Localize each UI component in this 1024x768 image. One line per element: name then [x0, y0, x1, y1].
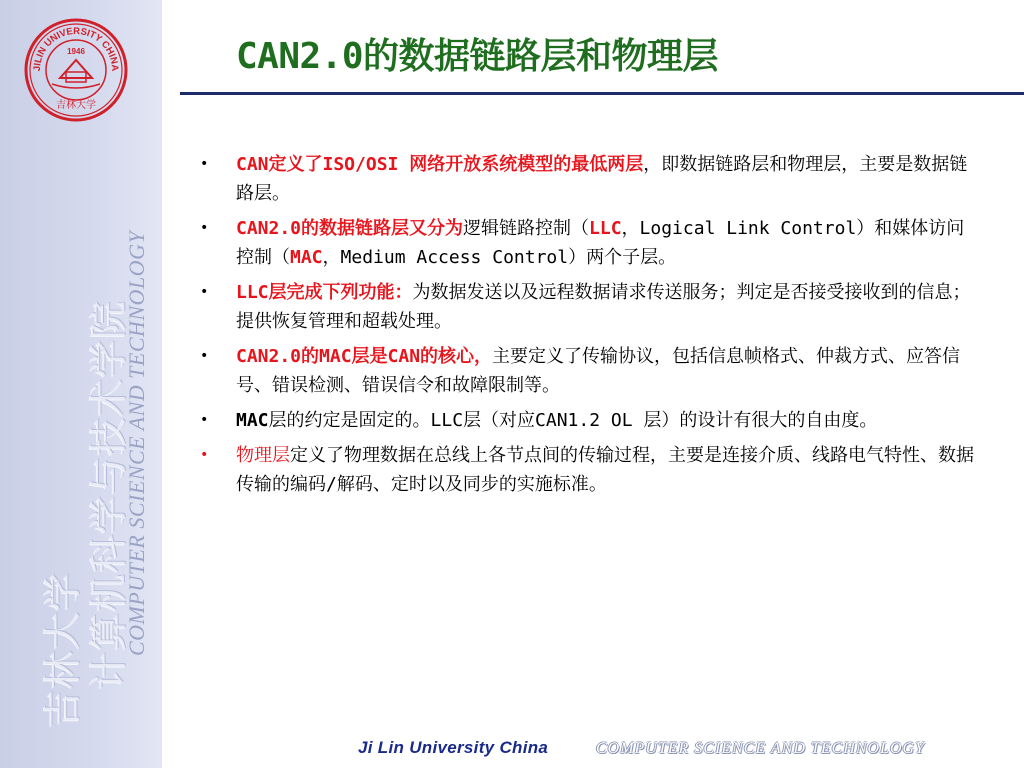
bullet-item	[198, 214, 978, 272]
bullet-emphasis: CAN定义了ISO/OSI 网络开放系统模型的最低两层	[236, 154, 644, 175]
bullet-term-mac: MAC	[290, 247, 323, 268]
sidebar-watermark	[0, 0, 162, 768]
sidebar-vertical-english: COMPUTER SCIENCE AND TECHNOLOGY	[124, 230, 149, 656]
bullet-dot-icon: •	[200, 447, 209, 463]
bullet-text: 为数据发送以及远程数据请求传送服务；判定是否接受接收到的信息；提供恢复管理和超载处理。	[236, 282, 971, 332]
bullet-dot-icon: •	[200, 156, 209, 172]
bullet-text: ，Medium Access Control）两个子层。	[322, 247, 677, 268]
bullet-item	[198, 406, 978, 435]
bullet-emphasis: LLC层完成下列功能：	[236, 282, 413, 303]
bullet-item	[198, 278, 978, 336]
bullet-dot-icon: •	[200, 348, 209, 364]
logo-calligraphy: 吉林大学	[56, 100, 96, 111]
slide-title: CAN2.0的数据链路层和物理层	[236, 36, 719, 77]
bullet-dot-icon: •	[200, 412, 209, 428]
bullet-item	[198, 441, 978, 499]
bullet-dot-icon: •	[200, 284, 209, 300]
bullet-emphasis: CAN2.0的数据链路层又分为	[236, 218, 464, 239]
bullet-dot-icon: •	[200, 220, 209, 236]
sidebar-vertical-college: 计算机科学与技术学院	[87, 299, 131, 690]
bullet-item	[198, 150, 978, 208]
bullet-emphasis: MAC	[236, 410, 269, 431]
sidebar-vertical-university: 吉林大学	[41, 571, 85, 728]
bullet-emphasis: 物理层	[236, 445, 290, 466]
footer-university: Ji Lin University China	[358, 738, 549, 757]
bullet-term-llc: LLC	[589, 218, 622, 239]
bullet-text: 主要定义了传输协议，包括信息帧格式、仲裁方式、应答信号、错误检测、错误信令和故障限制等。	[236, 346, 961, 396]
bullet-item	[198, 342, 978, 400]
footer-department: COMPUTER SCIENCE AND TECHNOLOGY	[596, 740, 925, 757]
bullet-text: ，即数据链路层和物理层，主要是数据链路层。	[236, 154, 968, 204]
bullet-text: 层的约定是固定的。LLC层（对应CAN1.2 OL 层）的设计有很大的自由度。	[268, 410, 878, 431]
logo-year: 1946	[67, 47, 85, 56]
bullet-emphasis: CAN2.0的MAC层是CAN的核心，	[236, 346, 493, 367]
title-divider	[180, 92, 1024, 95]
bullet-text: 定义了物理数据在总线上各节点间的传输过程，主要是连接介质、线路电气特性、数据传输的编码/解码、定时以及同步的实施标准。	[236, 445, 974, 495]
logo-arc-text: JILIN UNIVERSITY CHINA	[31, 25, 121, 72]
bullet-list	[198, 150, 978, 505]
sidebar	[0, 0, 162, 768]
bullet-text: 逻辑链路控制（	[463, 218, 590, 239]
bullet-text: ，Logical Link Control）和媒体访问控制（	[236, 218, 965, 268]
